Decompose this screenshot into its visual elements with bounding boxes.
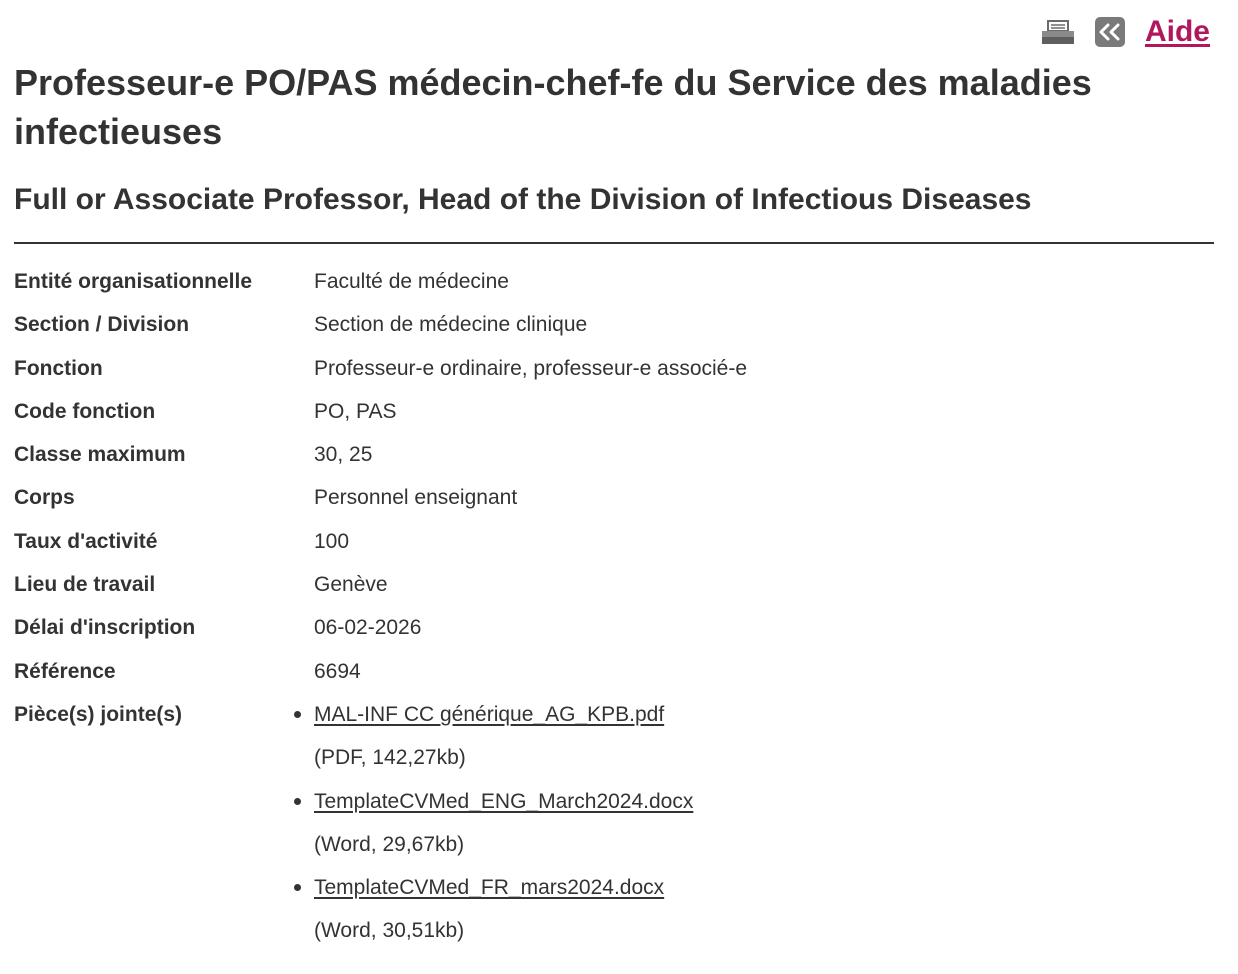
detail-value: 6694 bbox=[314, 659, 361, 683]
printer-icon[interactable] bbox=[1041, 19, 1075, 45]
detail-row-max-class bbox=[14, 442, 1214, 485]
attachments-list bbox=[314, 702, 693, 962]
detail-label: Code fonction bbox=[14, 399, 156, 423]
attachment-meta: (PDF, 142,27kb) bbox=[314, 746, 466, 770]
detail-label: Corps bbox=[14, 486, 75, 510]
attachment-item bbox=[314, 789, 693, 876]
detail-row-reference bbox=[14, 659, 1214, 702]
detail-label: Taux d'activité bbox=[14, 529, 158, 553]
toolbar bbox=[1041, 14, 1210, 50]
attachment-meta: (Word, 29,67kb) bbox=[314, 832, 465, 856]
detail-value: 100 bbox=[314, 529, 350, 553]
detail-label: Délai d'inscription bbox=[14, 616, 196, 640]
detail-label: Référence bbox=[14, 659, 116, 683]
detail-row-corps bbox=[14, 485, 1214, 528]
detail-label: Pièce(s) jointe(s) bbox=[14, 702, 183, 726]
attachment-item bbox=[314, 702, 693, 789]
attachment-link[interactable]: TemplateCVMed_ENG_March2024.docx bbox=[314, 789, 694, 813]
detail-row-function-code bbox=[14, 399, 1214, 442]
detail-label: Fonction bbox=[14, 356, 103, 380]
detail-label: Classe maximum bbox=[14, 443, 186, 467]
job-posting bbox=[14, 58, 1214, 962]
detail-value: Faculté de médecine bbox=[314, 270, 509, 293]
detail-row-attachments bbox=[14, 702, 1214, 962]
share-icon[interactable] bbox=[1095, 17, 1125, 47]
detail-value: Genève bbox=[314, 573, 388, 597]
detail-row-deadline bbox=[14, 615, 1214, 658]
detail-label: Entité organisationnelle bbox=[14, 270, 253, 293]
detail-value: Personnel enseignant bbox=[314, 486, 518, 510]
detail-value: Professeur-e ordinaire, professeur-e associé-e bbox=[314, 356, 748, 380]
detail-value: Section de médecine clinique bbox=[314, 313, 588, 337]
detail-row-workplace bbox=[14, 572, 1214, 615]
detail-row-entity bbox=[14, 269, 1214, 312]
detail-row-function bbox=[14, 356, 1214, 399]
detail-value: 30, 25 bbox=[314, 443, 373, 467]
detail-value: 06-02-2026 bbox=[314, 616, 422, 640]
attachment-meta: (Word, 30,51kb) bbox=[314, 919, 465, 943]
page-title: Professeur-e PO/PAS médecin-chef-fe du Service des maladies infectieuses bbox=[14, 62, 1092, 152]
detail-row-activity-rate bbox=[14, 529, 1214, 572]
attachment-link[interactable]: TemplateCVMed_FR_mars2024.docx bbox=[314, 876, 665, 900]
help-link[interactable]: Aide bbox=[1144, 15, 1210, 48]
detail-value: PO, PAS bbox=[314, 399, 397, 423]
details-list bbox=[14, 269, 1214, 962]
detail-label: Section / Division bbox=[14, 313, 190, 337]
attachment-item bbox=[314, 875, 693, 962]
attachments-container bbox=[314, 702, 693, 962]
page-subtitle: Full or Associate Professor, Head of the Division of Infectious Diseases bbox=[14, 183, 1032, 216]
attachment-link[interactable]: MAL-INF CC générique_AG_KPB.pdf bbox=[314, 702, 665, 726]
divider bbox=[14, 242, 1214, 244]
detail-row-section bbox=[14, 312, 1214, 355]
detail-label: Lieu de travail bbox=[14, 573, 156, 597]
